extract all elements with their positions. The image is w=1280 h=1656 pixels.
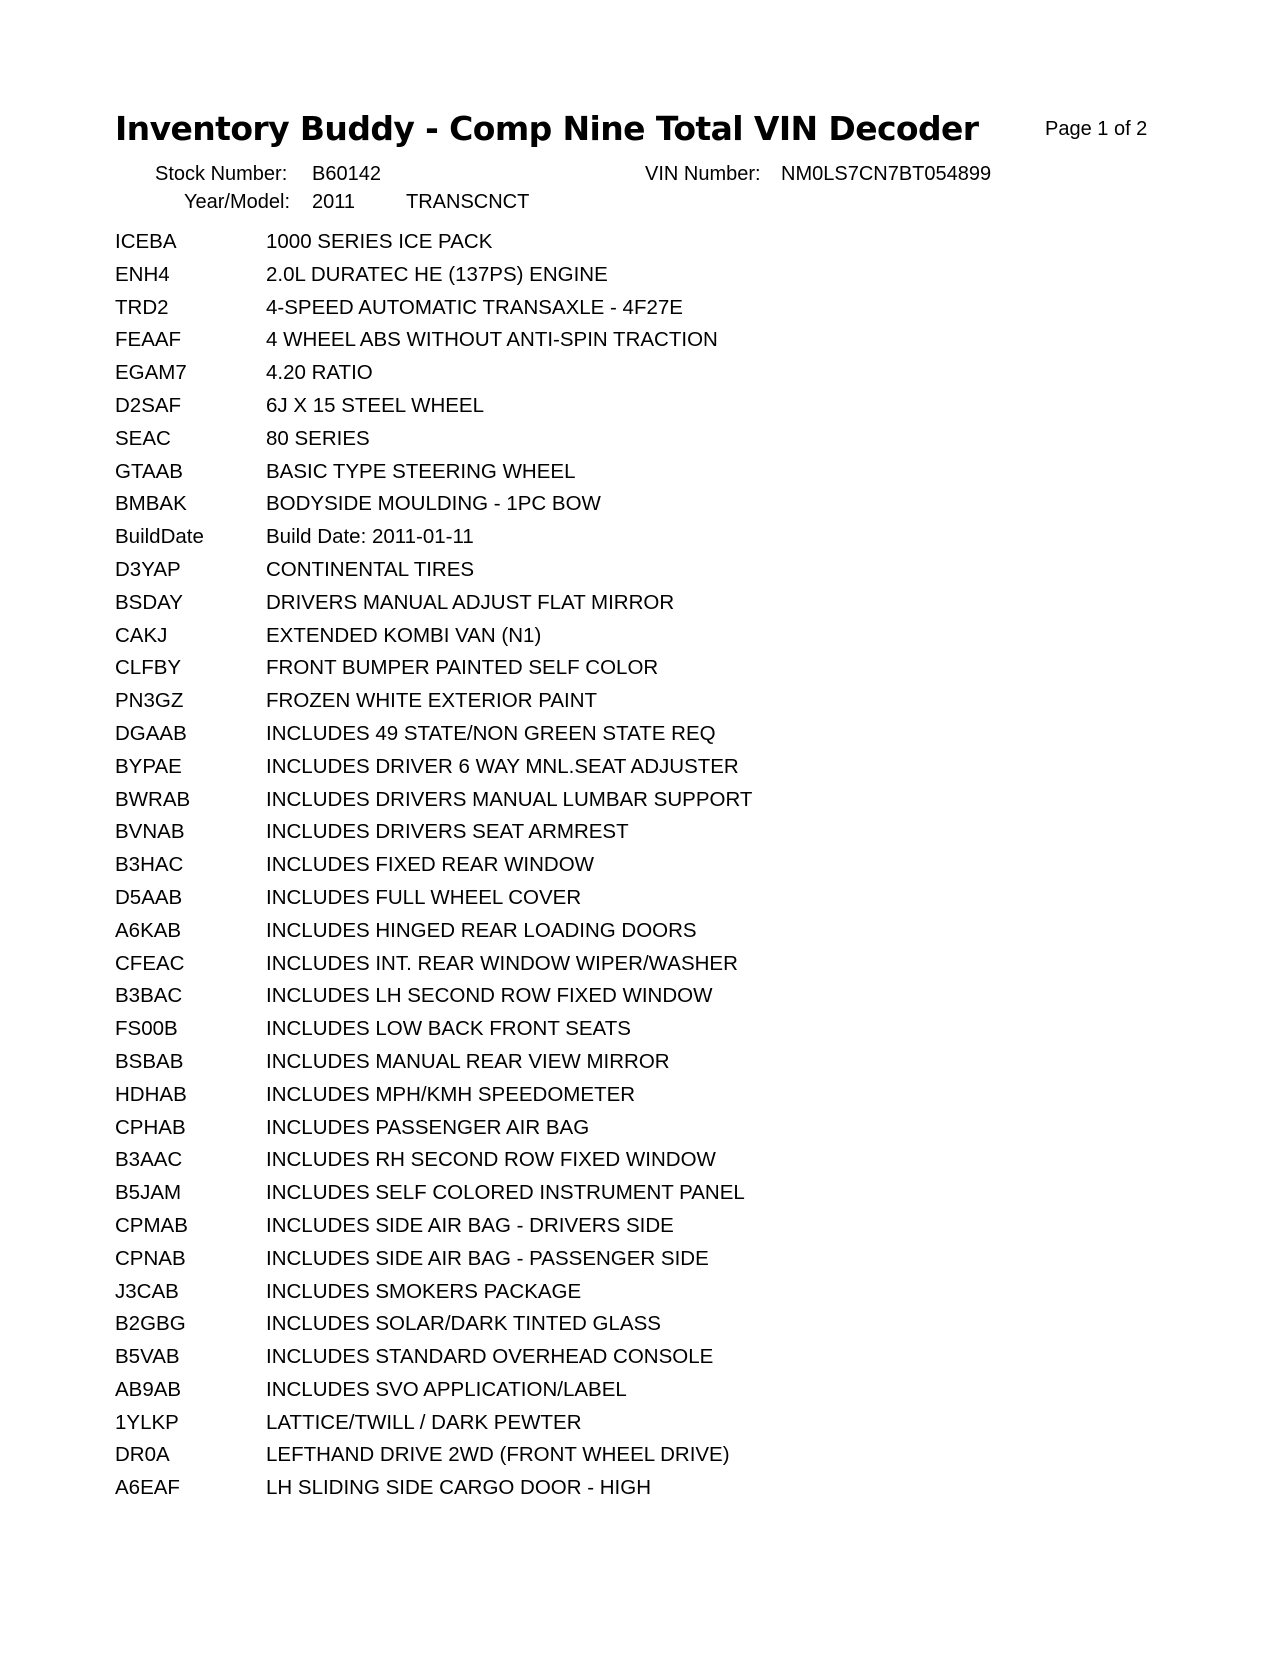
option-row	[115, 1345, 915, 1378]
option-description: LEFTHAND DRIVE 2WD (FRONT WHEEL DRIVE)	[266, 1443, 730, 1467]
option-code-list	[115, 230, 915, 1509]
option-description: Build Date: 2011-01-11	[266, 525, 474, 549]
option-description: 4.20 RATIO	[266, 361, 373, 385]
option-row	[115, 1017, 915, 1050]
option-description: INCLUDES HINGED REAR LOADING DOORS	[266, 918, 697, 942]
option-row	[115, 1148, 915, 1181]
option-row	[115, 755, 915, 788]
option-description: EXTENDED KOMBI VAN (N1)	[266, 623, 542, 647]
option-code: BYPAE	[115, 754, 182, 778]
option-row	[115, 722, 915, 755]
option-code: SEAC	[115, 426, 171, 450]
option-row	[115, 984, 915, 1017]
option-row	[115, 361, 915, 394]
option-code: FS00B	[115, 1017, 178, 1041]
option-description: INCLUDES DRIVER 6 WAY MNL.SEAT ADJUSTER	[266, 754, 739, 778]
option-description: INCLUDES PASSENGER AIR BAG	[266, 1115, 590, 1139]
option-description: LATTICE/TWILL / DARK PEWTER	[266, 1410, 582, 1434]
option-code: BMBAK	[115, 492, 187, 516]
option-row	[115, 1181, 915, 1214]
option-row	[115, 952, 915, 985]
option-row	[115, 886, 915, 919]
option-row	[115, 1214, 915, 1247]
option-code: CAKJ	[115, 623, 168, 647]
option-code: HDHAB	[115, 1082, 187, 1106]
option-code: FEAAF	[115, 328, 182, 352]
option-description: 2.0L DURATEC HE (137PS) ENGINE	[266, 262, 608, 286]
option-code: J3CAB	[115, 1279, 179, 1303]
option-code: D5AAB	[115, 885, 183, 909]
option-code: ENH4	[115, 262, 170, 286]
option-row	[115, 1050, 915, 1083]
option-row	[115, 1312, 915, 1345]
option-description: FROZEN WHITE EXTERIOR PAINT	[266, 689, 598, 713]
option-code: EGAM7	[115, 361, 187, 385]
option-code: BWRAB	[115, 787, 191, 811]
option-row	[115, 1378, 915, 1411]
option-code: TRD2	[115, 295, 169, 319]
option-row	[115, 1411, 915, 1444]
option-row	[115, 558, 915, 591]
year-value: 2011	[312, 191, 356, 213]
option-description: DRIVERS MANUAL ADJUST FLAT MIRROR	[266, 590, 675, 614]
option-description: INCLUDES LH SECOND ROW FIXED WINDOW	[266, 984, 713, 1008]
option-code: B3BAC	[115, 984, 183, 1008]
option-code: D2SAF	[115, 393, 182, 417]
stock-number-value: B60142	[312, 163, 381, 185]
option-description: INCLUDES LOW BACK FRONT SEATS	[266, 1017, 631, 1041]
option-row	[115, 460, 915, 493]
option-row	[115, 1247, 915, 1280]
option-code: A6KAB	[115, 918, 182, 942]
option-description: INCLUDES DRIVERS SEAT ARMREST	[266, 820, 629, 844]
option-code: BVNAB	[115, 820, 185, 844]
option-description: INCLUDES MPH/KMH SPEEDOMETER	[266, 1082, 636, 1106]
option-description: 80 SERIES	[266, 426, 370, 450]
option-row	[115, 656, 915, 689]
option-code: D3YAP	[115, 557, 181, 581]
option-row	[115, 427, 915, 460]
option-row	[115, 296, 915, 329]
option-row	[115, 230, 915, 263]
option-row	[115, 525, 915, 558]
option-description: INCLUDES SIDE AIR BAG - PASSENGER SIDE	[266, 1246, 709, 1270]
option-code: B3HAC	[115, 853, 184, 877]
option-description: INCLUDES SIDE AIR BAG - DRIVERS SIDE	[266, 1213, 674, 1237]
option-row	[115, 788, 915, 821]
option-row	[115, 1083, 915, 1116]
option-row	[115, 919, 915, 952]
option-row	[115, 689, 915, 722]
option-code: DR0A	[115, 1443, 170, 1467]
option-code: A6EAF	[115, 1476, 180, 1500]
option-description: 4-SPEED AUTOMATIC TRANSAXLE - 4F27E	[266, 295, 683, 319]
option-code: BSBAB	[115, 1049, 184, 1073]
option-code: PN3GZ	[115, 689, 184, 713]
option-code: B5VAB	[115, 1345, 180, 1369]
document-title: Inventory Buddy - Comp Nine Total VIN Decoder	[115, 109, 979, 148]
option-row	[115, 263, 915, 296]
option-code: B3AAC	[115, 1148, 183, 1172]
option-code: BuildDate	[115, 525, 204, 549]
option-description: INCLUDES SMOKERS PACKAGE	[266, 1279, 582, 1303]
option-description: FRONT BUMPER PAINTED SELF COLOR	[266, 656, 659, 680]
option-code: CPNAB	[115, 1246, 186, 1270]
option-row	[115, 492, 915, 525]
option-description: 6J X 15 STEEL WHEEL	[266, 393, 484, 417]
option-code: GTAAB	[115, 459, 183, 483]
option-code: CLFBY	[115, 656, 182, 680]
option-code: AB9AB	[115, 1377, 182, 1401]
option-description: LH SLIDING SIDE CARGO DOOR - HIGH	[266, 1476, 651, 1500]
option-description: INCLUDES FIXED REAR WINDOW	[266, 853, 595, 877]
model-value: TRANSCNCT	[406, 191, 530, 213]
option-description: INCLUDES RH SECOND ROW FIXED WINDOW	[266, 1148, 716, 1172]
option-row	[115, 624, 915, 657]
option-code: ICEBA	[115, 230, 177, 253]
option-row	[115, 853, 915, 886]
option-description: INCLUDES 49 STATE/NON GREEN STATE REQ	[266, 721, 716, 745]
option-code: BSDAY	[115, 590, 183, 614]
year-model-label: Year/Model:	[184, 191, 290, 213]
option-row	[115, 394, 915, 427]
option-description: INCLUDES SELF COLORED INSTRUMENT PANEL	[266, 1181, 745, 1205]
option-row	[115, 1443, 915, 1476]
option-description: CONTINENTAL TIRES	[266, 557, 475, 581]
option-description: INCLUDES DRIVERS MANUAL LUMBAR SUPPORT	[266, 787, 753, 811]
option-description: INCLUDES INT. REAR WINDOW WIPER/WASHER	[266, 951, 738, 975]
option-description: BODYSIDE MOULDING - 1PC BOW	[266, 492, 601, 516]
option-code: CPMAB	[115, 1213, 188, 1237]
option-row	[115, 1116, 915, 1149]
option-row	[115, 328, 915, 361]
option-description: BASIC TYPE STEERING WHEEL	[266, 459, 576, 483]
option-description: 4 WHEEL ABS WITHOUT ANTI-SPIN TRACTION	[266, 328, 718, 352]
option-code: B5JAM	[115, 1181, 182, 1205]
option-code: B2GBG	[115, 1312, 186, 1336]
stock-number-label: Stock Number:	[155, 163, 288, 185]
option-description: INCLUDES SVO APPLICATION/LABEL	[266, 1377, 627, 1401]
option-row	[115, 820, 915, 853]
option-code: CPHAB	[115, 1115, 186, 1139]
option-description: INCLUDES MANUAL REAR VIEW MIRROR	[266, 1049, 670, 1073]
option-row	[115, 1476, 915, 1509]
option-description: 1000 SERIES ICE PACK	[266, 230, 493, 253]
option-description: INCLUDES FULL WHEEL COVER	[266, 885, 582, 909]
vin-number-value: NM0LS7CN7BT054899	[781, 163, 992, 185]
option-row	[115, 1280, 915, 1313]
option-description: INCLUDES SOLAR/DARK TINTED GLASS	[266, 1312, 661, 1336]
page-number: Page 1 of 2	[1045, 118, 1148, 140]
option-description: INCLUDES STANDARD OVERHEAD CONSOLE	[266, 1345, 714, 1369]
option-code: CFEAC	[115, 951, 185, 975]
option-code: 1YLKP	[115, 1410, 179, 1434]
option-code: DGAAB	[115, 721, 187, 745]
vin-number-label: VIN Number:	[645, 163, 761, 185]
option-row	[115, 591, 915, 624]
